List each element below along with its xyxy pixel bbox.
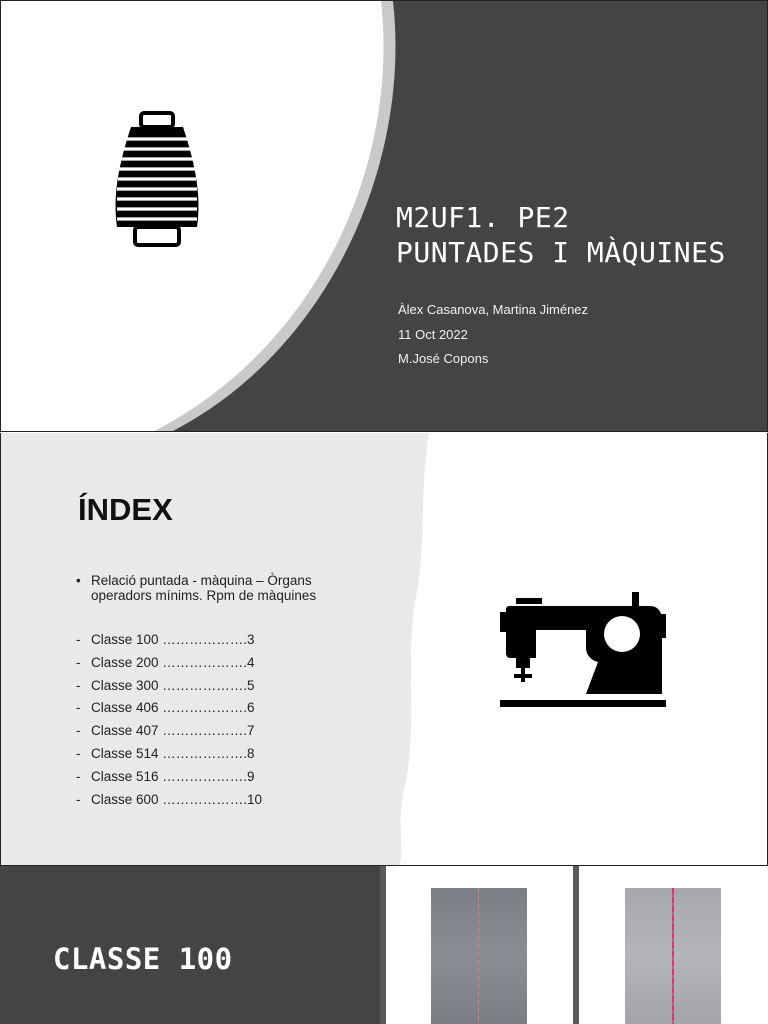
slide1-text	[0, 0, 768, 432]
stitch-line	[672, 888, 674, 1024]
bullet-text: Relació puntada - màquina – Òrgans operadors mínims. Rpm de màquines	[91, 573, 317, 603]
panel-divider	[380, 866, 386, 1024]
toc-dash: -	[76, 632, 81, 647]
toc-dash: -	[76, 768, 81, 784]
classe-title: CLASSE 100	[53, 942, 233, 976]
toc-item[interactable]	[76, 677, 262, 700]
panel-divider	[573, 866, 579, 1024]
presentation-meta	[398, 302, 588, 376]
stitch-line	[478, 888, 479, 1024]
index-bullet	[76, 573, 356, 603]
toc-item-label: Classe 300 ……………….5	[91, 677, 255, 693]
sewing-machine-icon	[498, 590, 668, 710]
toc-item[interactable]	[76, 699, 262, 722]
toc-item-label: Classe 514 ……………….8	[91, 745, 255, 761]
toc-item-label: Classe 200 ……………….4	[91, 654, 255, 670]
toc-item[interactable]	[76, 791, 262, 814]
index-title: ÍNDEX	[78, 492, 173, 527]
classe-100-slide	[0, 865, 768, 1024]
toc-dash: -	[76, 654, 81, 670]
toc-item-label: Classe 100 ……………….3	[91, 632, 255, 647]
bullet-marker: •	[76, 573, 81, 588]
fabric-seam-photo-pink	[625, 888, 721, 1024]
toc-item[interactable]	[76, 768, 262, 791]
fabric-seam-photo	[431, 888, 527, 1024]
toc-item-label: Classe 516 ……………….9	[91, 768, 255, 784]
teacher: M.José Copons	[398, 351, 489, 366]
presentation-title	[396, 200, 726, 270]
authors: Àlex Casanova, Martina Jiménez	[398, 302, 589, 317]
toc-item[interactable]	[76, 722, 262, 745]
toc-item-label: Classe 406 ……………….6	[91, 700, 255, 716]
date: 11 Oct 2022	[398, 326, 468, 342]
title-line-2: PUNTADES I MÀQUINES	[396, 236, 726, 269]
toc-item-label: Classe 407 ……………….7	[91, 723, 255, 739]
toc-dash: -	[76, 791, 81, 807]
toc-item[interactable]	[76, 745, 262, 768]
toc-item-label: Classe 600 ……………….10	[91, 791, 263, 807]
toc-item[interactable]	[76, 654, 262, 677]
table-of-contents	[76, 631, 262, 813]
toc-item[interactable]	[76, 631, 262, 654]
title-line-1: M2UF1. PE2	[396, 201, 570, 234]
toc-dash: -	[76, 677, 81, 693]
toc-dash: -	[76, 723, 81, 739]
toc-dash: -	[76, 745, 81, 761]
toc-dash: -	[76, 700, 81, 716]
